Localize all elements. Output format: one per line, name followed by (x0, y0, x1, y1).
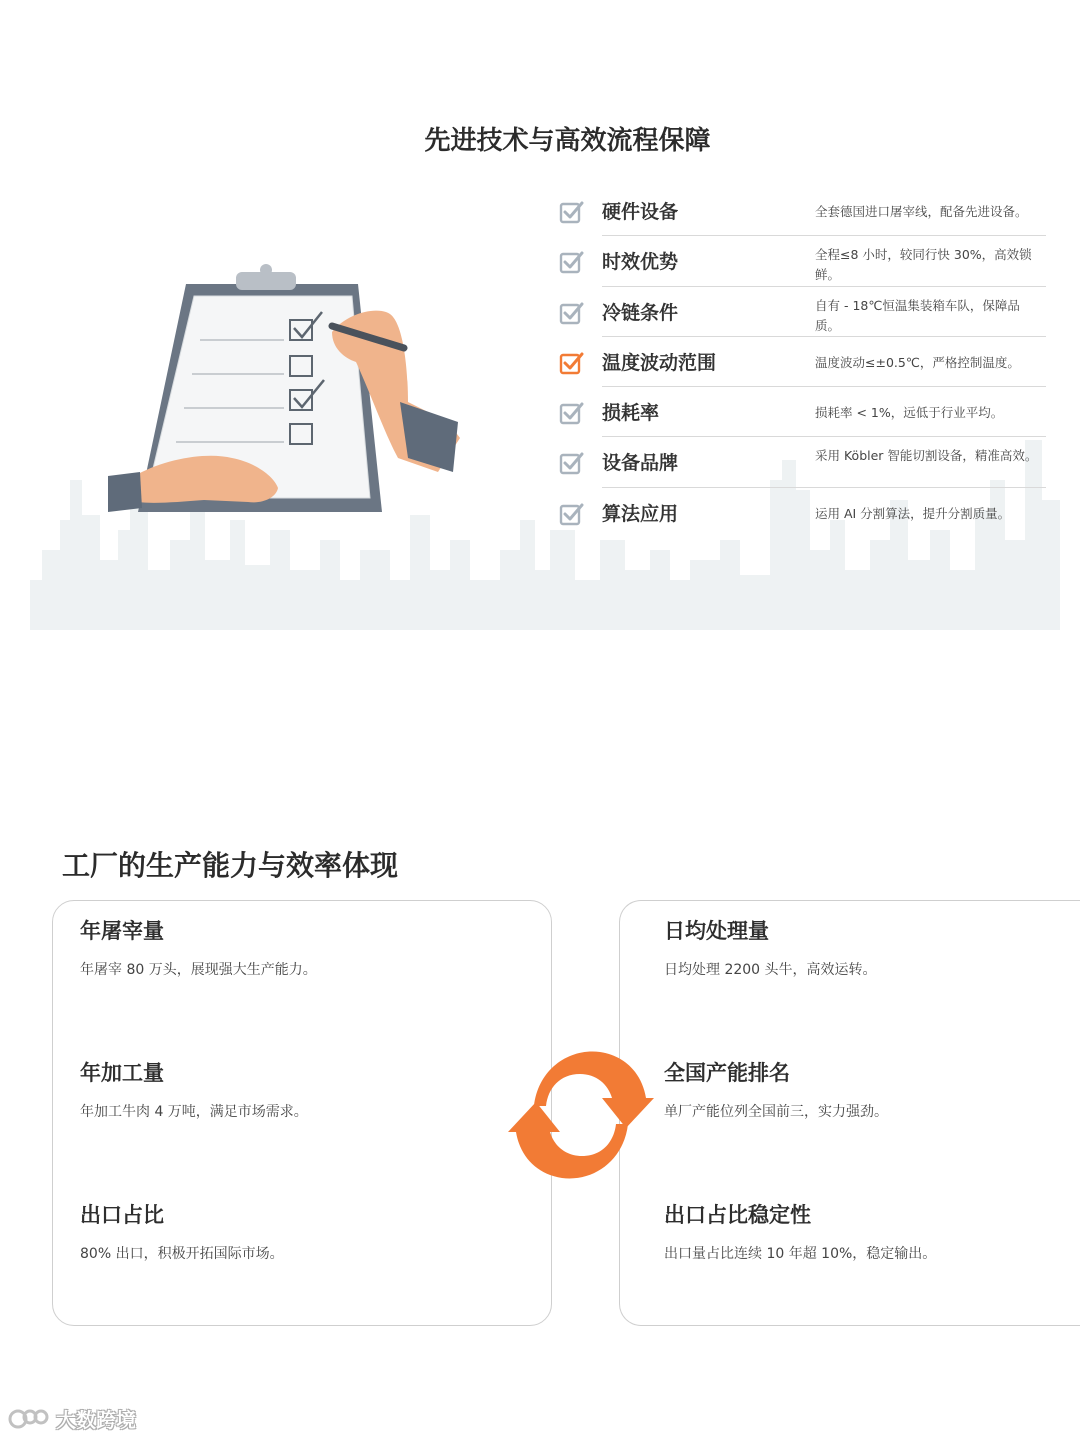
feature-row (556, 437, 1056, 487)
checkbox-checked-highlight-icon (559, 350, 585, 376)
stat-text: 80% 出口，积极开拓国际市场。 (80, 1246, 284, 1262)
feature-row (556, 186, 1056, 236)
feature-label: 温度波动范围 (602, 351, 717, 374)
feature-description: 采用 Köbler 智能切割设备，精准高效。 (815, 448, 1038, 464)
stat-export-share (80, 1199, 284, 1263)
stat-text: 年屠宰 80 万头，展现强大生产能力。 (80, 962, 317, 978)
feature-label: 损耗率 (602, 402, 660, 425)
stat-daily-processing (664, 915, 877, 979)
watermark (8, 1404, 136, 1433)
checkbox-checked-icon (559, 300, 585, 326)
feature-row (556, 236, 1056, 286)
checkbox-checked-icon (559, 450, 585, 476)
capacity-panel-right (619, 900, 1080, 1326)
stat-title: 出口占比 (80, 1203, 164, 1227)
feature-label: 硬件设备 (602, 201, 679, 223)
stat-text: 出口量占比连续 10 年超 10%，稳定输出。 (664, 1246, 937, 1262)
checkbox-checked-icon (559, 199, 585, 225)
feature-description: 运用 AI 分割算法，提升分割质量。 (815, 505, 1011, 521)
feature-description: 全套德国进口屠宰线，配备先进设备。 (815, 204, 1028, 219)
stat-text: 年加工牛肉 4 万吨，满足市场需求。 (80, 1104, 308, 1120)
feature-label: 冷链条件 (602, 301, 679, 324)
feature-description: 损耗率 < 1%，远低于行业平均。 (815, 405, 1004, 421)
watermark-text: 大数跨境 (56, 1408, 136, 1432)
stat-annual-slaughter (80, 915, 317, 979)
watermark-logo-icon (8, 1405, 50, 1433)
stat-title: 全国产能排名 (664, 1061, 790, 1085)
feature-label: 时效优势 (602, 251, 679, 274)
feature-label: 算法应用 (602, 502, 679, 525)
feature-label: 设备品牌 (602, 452, 679, 475)
clipboard-checklist-illustration (108, 262, 468, 534)
stat-text: 单厂产能位列全国前三，实力强劲。 (664, 1104, 888, 1120)
section-title-technology: 先进技术与高效流程保障 (424, 126, 711, 156)
stat-text: 日均处理 2200 头牛，高效运转。 (664, 962, 877, 978)
stat-title: 出口占比稳定性 (664, 1203, 811, 1227)
section-title-capacity: 工厂的生产能力与效率体现 (62, 849, 399, 882)
feature-row (556, 337, 1056, 387)
checkbox-checked-icon (559, 400, 585, 426)
capacity-panel-left (52, 900, 552, 1326)
feature-row (556, 387, 1056, 437)
checkbox-checked-icon (559, 249, 585, 275)
feature-row (556, 287, 1056, 337)
feature-description: 全程≤8 小时，较同行快 30%，高效锁鲜。 (815, 247, 1032, 283)
stat-title: 日均处理量 (664, 919, 769, 943)
feature-description: 自有 - 18℃恒温集装箱车队，保障品质。 (815, 297, 1020, 333)
stat-national-ranking (664, 1057, 888, 1121)
stat-annual-processing (80, 1057, 308, 1121)
checkbox-checked-icon (559, 501, 585, 527)
feature-row (556, 488, 1056, 538)
stat-export-stability (664, 1199, 936, 1263)
stat-title: 年屠宰量 (80, 919, 164, 943)
stat-title: 年加工量 (80, 1061, 164, 1085)
feature-description: 温度波动≤±0.5℃，严格控制温度。 (815, 354, 1020, 370)
cycle-arrows-icon (508, 1044, 654, 1186)
feature-checklist (556, 186, 1056, 538)
